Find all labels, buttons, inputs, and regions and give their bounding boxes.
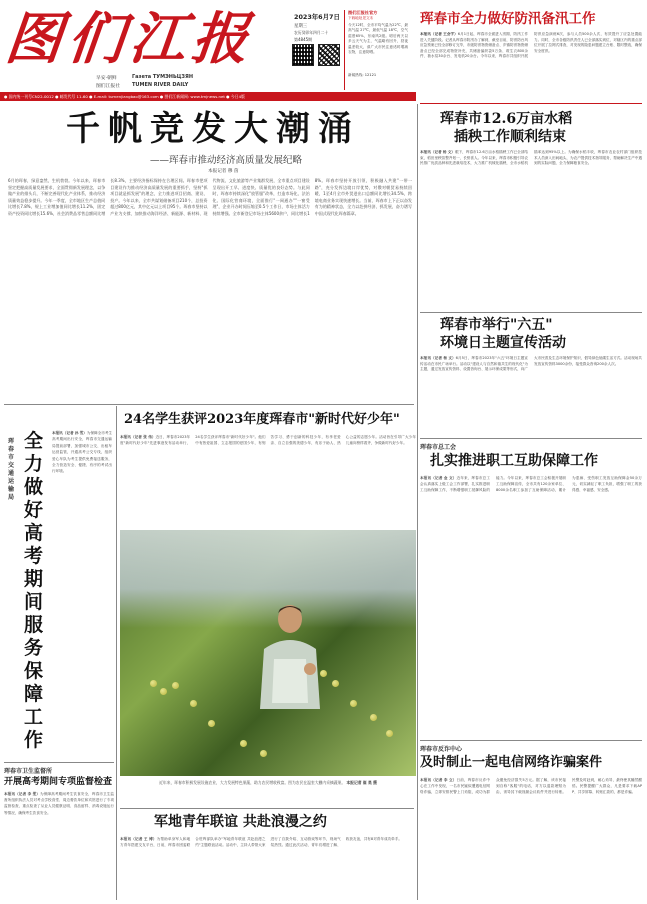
divider-env bbox=[420, 438, 642, 439]
greenhouse-photo bbox=[120, 530, 416, 776]
divider-sidebar bbox=[4, 762, 114, 763]
story-youth-byline: 本报讯（记者 张 伟） bbox=[120, 435, 156, 439]
divider-rice bbox=[420, 312, 642, 313]
masthead-info-text: ● 国内统一刊号CN22-0012 ● 邮发代号 11-60 ● E-mail: tumenjiangbao@163.com ● 图们江新闻网: www.tmjnews.net ● 今日4版 bbox=[4, 94, 245, 99]
story-army-byline: 本报讯（记者 王 博） bbox=[120, 837, 157, 841]
divider-top bbox=[420, 103, 642, 104]
lead-story bbox=[0, 108, 418, 404]
photo-credit: 本报记者 崔 昊 摄 bbox=[346, 780, 377, 785]
sidebar-health bbox=[4, 766, 114, 900]
lunar-line: 农历癸卯年四月二十 bbox=[294, 30, 329, 35]
date-line: 2023年6月7日 bbox=[294, 13, 340, 21]
sidebar-health-body bbox=[4, 791, 114, 897]
story-rice bbox=[420, 110, 642, 208]
column-divider bbox=[417, 104, 418, 900]
story-army bbox=[120, 812, 416, 902]
qr-code-icon bbox=[292, 44, 314, 66]
story-telecom bbox=[420, 744, 642, 900]
sidebar-health-text: 为保障高考期间考生饮食安全，珲春市卫生监督所组织执法人员对考点学校食堂、周边餐饮单位和宾馆进行了专项监督检查，重点检查了从业人员健康证明、食品留样、消毒设施运行等情况，确保考生饮食安全。 bbox=[4, 792, 114, 815]
brief-text: 今天12时，全市平均气温为22℃，最高气温 27℃，最低气温 18℃，空气湿度65%，东南风2级。明后两天以多云天气为主，气温略有回升，昼夜温差较大，请广大市民注意适时增减衣物，注意防晒。 bbox=[348, 23, 408, 55]
sidebar-column-divider bbox=[116, 406, 117, 900]
masthead-russian: Газета ТУМЭНЬЦЗЯН bbox=[132, 74, 194, 80]
story-army-title: 军地青年联谊 共赴浪漫之约 bbox=[154, 814, 327, 830]
photo-caption-text: 近年来，珲春市积极发展设施农业，大力发展特色果蔬，助力农民增收致富。图为农民在温室大棚内采摘蔬果。 bbox=[159, 780, 346, 785]
story-youth-body bbox=[120, 434, 416, 526]
story-rice-body bbox=[420, 150, 642, 204]
sidebar-health-kicker: 珲春市卫生监督所 bbox=[4, 768, 53, 775]
story-environment bbox=[420, 316, 642, 426]
story-labor-text: 近年来，珲春市总工会认真落实上级工会工作部署，扎实推进职工互助保障工作，不断增强职工抵御风险的能力。今年以来，珲春市总工会积极开展职工互助保障宣传，全市共有120余家单位、8000余名职工参加了互助保障活动，累计为患病、受伤职工发放互助保障金50余万元，切实减轻了职工负担，增强了职工的获得感、幸福感、安全感。 bbox=[420, 476, 642, 492]
qr-code-icon-2 bbox=[318, 44, 340, 66]
story-rice-text: 眼下，珲春市12.6万亩水稻插秧工作已全部结束，稻田里秧苗整齐划一，长势喜人。今年以来，珲春市积极引导农民推广优质品种和先进栽培技术，大力推广机械化插秧，全市水稻机插率达到95%以上。为确保水稻丰收，珲春市农业农村部门组织技术人员深入田间地头，为农户提供技术指导服务，帮助解决生产中遇到的实际问题，全力保障粮食安全。 bbox=[420, 150, 642, 166]
divider-lead-bottom bbox=[4, 404, 414, 405]
sidebar-transport-title: 全力做好高考期间服务保障工作 bbox=[24, 430, 44, 751]
sidebar-health-byline: 本报讯（记者 李 雯） bbox=[4, 792, 41, 796]
story-telecom-text: 日前，珲春市反诈中心在工作中发现，一名市民疑似遭遇电信网络诈骗，立即安排民警上门劝阻，成功为群众避免经济损失5万元。据了解，该市民接到自称"客服"的电话，对方以退款理赔为由，诱导其下载视频会议软件并进行转账。民警及时赶到，耐心劝导，最终使其幡然醒悟。民警提醒广大群众，凡是要求下载APP、共享屏幕、转账汇款的，都是诈骗。 bbox=[420, 778, 642, 794]
brief-sub: 下载地址见文末 bbox=[348, 16, 374, 20]
sidebar-transport-kicker: 珲春市交通运输局 bbox=[8, 438, 15, 501]
sidebar-transport-text: 为保障全市考生高考期间出行安全，珲春市交通运输局提前部署，加强城市公交、出租车运营监管，开通高考公交专线，组织爱心车队为考生提供免费接送服务，全力营造安全、便捷、有序的考试出行环境。 bbox=[52, 431, 112, 474]
sidebar-health-title: 开展高考期间专项监督检查 bbox=[4, 777, 113, 787]
story-flood-text: 6月1日起，珲春市全面进入汛期，防汛工作进入关键阶段。记者从珲春市防汛办了解到，截至目前，防汛防台风应急预案已经全部修订完毕，市级防汛物资储备点、乡镇防汛物资储备点已经全部完成物资补充，共储备编织袋5万条、救生衣800余件、抽水泵30余台、发电机20余台。今年以来，珲春市共组织开展防汛应急演练6次，参与人员500余人次，有效提升了应急处置能力。同时，全市各级防汛责任人已全部落实到位，对辖区内的重点部位开展了拉网式排查，对发现的隐患问题建立台账、限时整改，确保安全度汛。 bbox=[420, 32, 642, 59]
photo-caption bbox=[120, 780, 416, 804]
story-youth bbox=[120, 410, 416, 806]
story-telecom-body bbox=[420, 777, 642, 899]
masthead-info-bar bbox=[0, 92, 416, 101]
story-rice-title-2: 插秧工作顺利结束 bbox=[454, 129, 566, 145]
weekday: 星期三 bbox=[294, 24, 308, 29]
date-block bbox=[294, 12, 342, 43]
divider-youth bbox=[120, 808, 414, 809]
lead-text: 6月的珲春，绿意盎然，生机勃勃。今年以来，珲春市坚定把握高质量发展要求，全面贯彻新发展理念，以争做产业的排头兵，不断完善现代化产业体系，推动经济质量效益稳步提升。今年一季度，全市地区生产总值同比增长7.8%，规上工业增加值同比增长11.2%，固定资产投资同比增长15.6%，社会消费品零售总额同比增长8.3%，主要经济指标保持在合理区间。珲春市把项目建设作为推动经济高质量发展的重要抓手，坚持"抓项目就是抓发展"的理念，全力推进项目招商、建设、投产。今年以来，全市共谋划储备项目210个，总投资超过800亿元，其中亿元以上项目95个。珲春市坚持以产业为支撑，加快推动海洋经济、新能源、新材料、现代物流、文化旅游等产业集群发展，全市重点项目建设呈现出开工早、进度快、质量优的良好态势。与此同时，珲春市持续深化"放管服"改革，打造市场化、法治化、国际化营商环境，全面推行"一网通办""一窗受理"，企业开办时间压缩至0.5个工作日，市场主体活力持续增强。全市新登记市场主体5600余户，同比增长18%。珲春市坚持开放引领，积极融入共建"一带一路"，充分发挥边境口岸优势，对俄对朝贸易持续回暖，1至4月全市外贸进出口总额同比增长34.5%，跨境电商业务实现快速增长。当前，珲春市上下正以奋发有为的精神状态，全力以赴拼经济、抓发展，奋力谱写中国式现代化珲春篇章。 bbox=[8, 178, 412, 216]
sidebar-transport bbox=[4, 408, 114, 760]
sidebar-transport-body bbox=[52, 430, 112, 750]
story-labor-byline: 本报讯（记者 金 文） bbox=[420, 476, 457, 480]
masthead-pinyin: 早安·朝鲜 bbox=[96, 76, 117, 81]
story-rice-title-1: 珲春市12.6万亩水稻 bbox=[440, 111, 573, 127]
story-telecom-kicker: 珲春市反诈中心 bbox=[420, 746, 463, 753]
story-env-title-1: 珲春市举行"六五" bbox=[440, 317, 553, 333]
story-flood-body bbox=[420, 32, 642, 98]
story-youth-title: 24名学生获评2023年度珲春市"新时代好少年" bbox=[124, 412, 400, 427]
story-youth-text: 近日，珲春市2023年度"新时代好少年"先进事迹发布活动举行，24名学生获评珲春市"新时代好少年"。他们中有热爱祖国、立志报国的爱国少年，有刻苦学习、勇于创新的科技少年，有孝老爱亲、自立自强的美德少年，有乐于助人、热心公益的志愿少年。活动旨在引导广大少年儿童向榜样看齐，争做新时代好少年。 bbox=[120, 435, 416, 445]
masthead-english: TUMEN RIVER DAILY bbox=[132, 82, 189, 88]
story-labor-title: 扎实推进职工互助保障工作 bbox=[430, 453, 598, 469]
story-env-body bbox=[420, 356, 642, 422]
story-flood bbox=[420, 10, 642, 100]
issue-line: 第4845期 bbox=[294, 37, 313, 42]
story-army-body bbox=[120, 836, 416, 898]
story-env-text: 6月5日，珲春市2023年"六五"环境日主题宣传活动在市民广场举行。活动以"建设人与自然和谐共生的现代化"为主题，通过发放宣传资料、设置咨询台、展示环保成果等形式，向广大市民普及生态环境保护知识，倡导绿色低碳生活方式。活动现场共发放宣传资料3000余份，接受群众咨询200余人次。 bbox=[420, 356, 642, 372]
lead-byline: 本报记者 穆 茵 bbox=[208, 169, 239, 174]
story-env-title-2: 环境日主题宣传活动 bbox=[440, 335, 566, 351]
story-telecom-byline: 本报讯（记者 李 立） bbox=[420, 778, 457, 782]
divider-labor bbox=[420, 740, 642, 741]
story-labor-kicker: 珲春市总工会 bbox=[420, 444, 457, 451]
masthead-korean-cn: 图们江报社 bbox=[96, 84, 120, 89]
lead-title: 千帆竞发大潮涌 bbox=[66, 109, 360, 149]
weather-brief bbox=[344, 10, 408, 90]
brief-title: 图们江报社官方 bbox=[348, 10, 378, 15]
story-army-text: 为帮助单身军人和地方青年搭建交友平台，日前，珲春市团委联合驻珲部队举办"军地青年联谊 共赴浪漫之约"主题联谊活动。活动中，主持人带领大家进行了自我介绍、互动游戏等环节，现场气氛热烈。通过此次活动，青年们增进了解、收获友谊，共有8对青年成功牵手。 bbox=[120, 837, 402, 847]
brief-contact: 新闻热线: 12121 bbox=[348, 73, 377, 77]
story-flood-byline: 本报讯（记者 王会宇） bbox=[420, 32, 458, 36]
newspaper-logo: 图们江报 bbox=[2, 6, 258, 72]
story-labor bbox=[420, 442, 642, 642]
story-flood-title: 珲春市全力做好防汛备汛工作 bbox=[420, 11, 596, 27]
story-rice-byline: 本报讯（记者 杨 文） bbox=[420, 150, 456, 154]
lead-subtitle: ——珲春市推动经济高质量发展纪略 bbox=[150, 155, 303, 166]
story-labor-body bbox=[420, 475, 642, 639]
sidebar-transport-byline: 本报讯（记者 孙 雪） bbox=[52, 431, 87, 435]
farmer-figure bbox=[250, 599, 330, 709]
story-telecom-title: 及时制止一起电信网络诈骗案件 bbox=[420, 755, 603, 770]
story-env-byline: 本报讯（记者 杨 文） bbox=[420, 356, 456, 360]
